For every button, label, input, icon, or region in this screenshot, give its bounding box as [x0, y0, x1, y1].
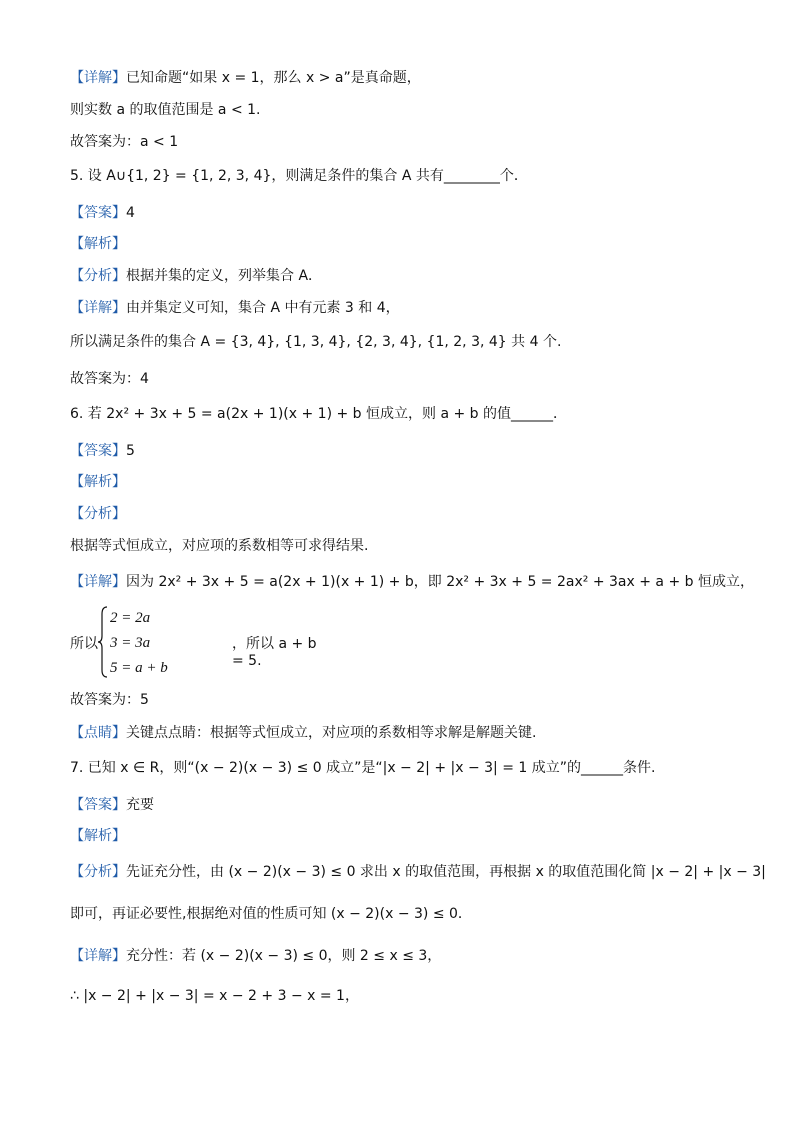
system-label: 所以 — [70, 636, 98, 652]
q5-answer — [70, 203, 135, 223]
fenxi-tag: 【分析】 — [70, 506, 126, 522]
q7-fenxi-cont — [70, 904, 472, 924]
q5-fenxi — [70, 266, 322, 286]
xiangjie-text: 充分性：若 (x − 2)(x − 3) ≤ 0，则 2 ≤ x ≤ 3， — [126, 948, 442, 964]
q6-final — [70, 690, 149, 710]
fenxi-text: 根据并集的定义，列举集合 A． — [126, 268, 323, 284]
question-6-text: 6. 若 2x² + 3x + 5 = a(2x + 1)(x + 1) + b 恒成立，则 a + b 的值______． — [70, 406, 567, 422]
question-5 — [70, 166, 528, 186]
jiexi-tag: 【解析】 — [70, 236, 126, 252]
q6-answer — [70, 441, 135, 461]
detail-tag: 【详解】 — [70, 70, 126, 86]
dianjing-tag: 【点睛】 — [70, 725, 126, 741]
q7-fenxi — [70, 862, 766, 882]
answer-value: 4 — [126, 205, 135, 221]
question-6 — [70, 404, 567, 424]
question-7 — [70, 758, 655, 778]
question-7-text: 7. 已知 x ∈ R，则“(x − 2)(x − 3) ≤ 0 成立”是“|x − 2| + |x − 3| = 1 成立”的______条件. — [70, 760, 656, 776]
answer-tag: 【答案】 — [70, 205, 126, 221]
q6-fenxi — [70, 504, 126, 524]
q5-final — [70, 369, 149, 389]
jiexi-tag: 【解析】 — [70, 474, 126, 490]
q5-sets — [70, 332, 561, 352]
system-conclusion: ，所以 a + b = 5. — [232, 636, 317, 669]
detail-line — [70, 68, 421, 88]
fenxi-text: 即可，再证必要性,根据绝对值的性质可知 (x − 2)(x − 3) ≤ 0． — [70, 906, 472, 922]
dianjing-text: 关键点点睛：根据等式恒成立，对应项的系数相等求解是解题关键. — [126, 725, 537, 741]
final-text: 故答案为：5 — [70, 692, 149, 708]
q5-xiangjie — [70, 298, 400, 318]
left-brace-icon — [98, 606, 108, 678]
q5-jiexi — [70, 234, 126, 254]
fenxi-tag: 【分析】 — [70, 268, 126, 284]
system-equation: 5 = a + b — [110, 660, 168, 676]
system-equation: 2 = 2a — [110, 610, 151, 626]
fenxi-tag: 【分析】 — [70, 864, 126, 880]
q7-xiangjie — [70, 946, 441, 966]
fenxi-text: 根据等式恒成立，对应项的系数相等可求得结果. — [70, 538, 369, 554]
q6-xiangjie — [70, 572, 754, 592]
range-text: 则实数 a 的取值范围是 a < 1. — [70, 102, 261, 118]
jiexi-tag: 【解析】 — [70, 828, 126, 844]
q7-answer — [70, 795, 154, 815]
answer-tag: 【答案】 — [70, 797, 126, 813]
xiangjie-tag: 【详解】 — [70, 574, 126, 590]
answer-value: 5 — [126, 443, 135, 459]
detail-text: 已知命题“如果 x = 1，那么 x > a”是真命题， — [126, 70, 421, 86]
system-equation: 3 = 3a — [110, 635, 151, 651]
q7-jiexi — [70, 826, 126, 846]
step-text: ∴ |x − 2| + |x − 3| = x − 2 + 3 − x = 1， — [70, 988, 359, 1004]
final-text: 故答案为：4 — [70, 371, 149, 387]
xiangjie-tag: 【详解】 — [70, 300, 126, 316]
q6-fenxi-body — [70, 536, 368, 556]
equation-system — [70, 606, 330, 680]
sets-text: 所以满足条件的集合 A = {3, 4}, {1, 3, 4}, {2, 3, 4}, {1, 2, 3, 4} 共 4 个. — [70, 334, 562, 350]
range-line — [70, 100, 261, 120]
xiangjie-tag: 【详解】 — [70, 948, 126, 964]
q6-dianjing — [70, 723, 536, 743]
fenxi-text: 先证充分性，由 (x − 2)(x − 3) ≤ 0 求出 x 的取值范围，再根据 x 的取值范围化简 |x − 2| + |x − 3| — [126, 864, 766, 880]
answer-line — [70, 132, 178, 152]
xiangjie-text: 因为 2x² + 3x + 5 = a(2x + 1)(x + 1) + b，即 2x² + 3x + 5 = 2ax² + 3ax + a + b 恒成立， — [126, 574, 754, 590]
answer-tag: 【答案】 — [70, 443, 126, 459]
q6-jiexi — [70, 472, 126, 492]
answer-value: 充要 — [126, 797, 154, 813]
xiangjie-text: 由并集定义可知，集合 A 中有元素 3 和 4， — [126, 300, 400, 316]
answer-text: 故答案为：a < 1 — [70, 134, 179, 150]
question-5-text: 5. 设 A∪{1, 2} = {1, 2, 3, 4}，则满足条件的集合 A 共有________个． — [70, 168, 528, 184]
q7-step — [70, 986, 359, 1006]
